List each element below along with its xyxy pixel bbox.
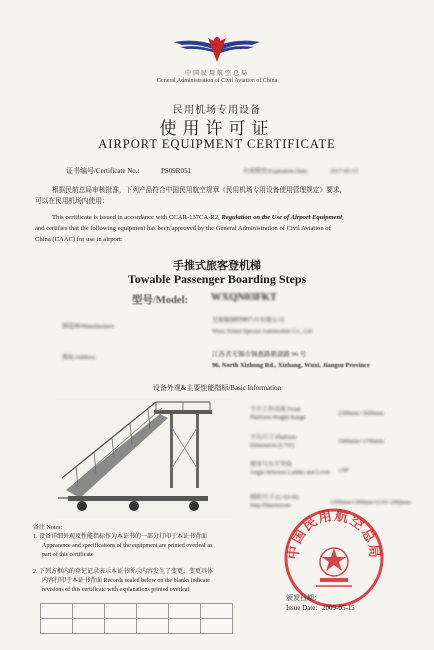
intro-en-line2: and certifies that the following equipment has been approved by the General Administration of Civil Aviation of xyxy=(35,225,331,232)
revision-box xyxy=(168,603,201,619)
org-name-en: General Administration of Civil Aviation of China xyxy=(156,78,278,84)
revision-box xyxy=(40,618,73,634)
title-en: AIRPORT EQUIPMENT CERTIFICATE xyxy=(98,137,336,151)
basic-info-heading: 设备外观&主要性能指标/Basic Information xyxy=(152,384,282,392)
spec-value: ≤38° xyxy=(338,468,350,474)
note-2-en: revisions of this certificate with explanations printed overleaf xyxy=(42,587,190,593)
cert-no-value: PS09R051 xyxy=(161,167,191,175)
spec-label-en: Step Dimensions xyxy=(250,503,291,509)
spec-value: 1900mm×1700mm xyxy=(338,439,385,445)
spec-value: 2300mm~3600mm xyxy=(338,411,384,417)
product-name-en: Towable Passenger Boarding Steps xyxy=(127,272,307,286)
note-1-cn: 1. 设备详细外观及性能指标作为本证书的一部分打印于本证书背面 xyxy=(33,534,208,540)
model-value: WXQN03FKT xyxy=(211,292,277,303)
spec-label-en: Platform Height Range xyxy=(250,415,306,421)
svg-text:中国民用航空总局: 中国民用航空总局 xyxy=(285,507,383,561)
spec-label-en: Dimension (L*W) xyxy=(250,443,295,449)
intro-en-line1: This certificate is issued in accordance with CCAR-137CA-R2, Regulation on the Use of Airport Equipment, xyxy=(52,214,344,221)
caac-emblem-icon xyxy=(172,32,262,66)
revision-box xyxy=(168,618,201,634)
note-2-cn-2: 内容打印于本证书背面 Records sealed below on the blanks indicate xyxy=(42,578,210,584)
spec-label-cn: 平台尺寸 Platform xyxy=(250,435,297,441)
issue-date-value: 2009-05-15 xyxy=(322,604,355,612)
note-1-en-2: part of this certificate xyxy=(42,552,94,558)
manufacturer-label: 制造商/Manufacturer xyxy=(62,324,115,330)
cert-no-label: 证书编号/Certificate No.: xyxy=(66,167,140,175)
address-label: 地址/Address xyxy=(62,355,96,361)
address-value-en: 96, North Xizhong Rd., Xizhang, Wuxi, Jiangsu Province xyxy=(212,362,370,369)
address-value-cn: 江苏省无锡市锡惠路鹅湖路 96 号 xyxy=(212,351,307,358)
revision-box xyxy=(40,603,73,619)
title-small-cn: 民用机场专用设备 xyxy=(173,105,261,116)
expiry-label: 有效期至/Expiration Date: xyxy=(243,169,309,175)
title-cn: 使用许可证 xyxy=(159,119,275,139)
intro-cn-line1: 根据民航总局审核批准，下列产品符合中国民用航空规章《民用机场专用设备使用管理规定》要求， xyxy=(52,187,347,194)
spec-label-cn: 梯身与水平夹角 xyxy=(250,462,293,468)
intro-cn-line2: 可以在民用机场内使用： xyxy=(35,198,109,205)
revision-box xyxy=(136,618,169,634)
revision-box xyxy=(72,603,105,619)
intro-en-line3: China (CAAC) for use in airport: xyxy=(35,236,123,243)
revision-box xyxy=(200,618,233,634)
notes-title: 备注 Notes: xyxy=(33,525,63,531)
product-name-cn: 手推式旅客登机梯 xyxy=(173,259,261,272)
issue-date-label-en: Issue Date: xyxy=(286,604,318,612)
model-label: 型号/Model: xyxy=(132,295,188,306)
spec-value: 1200mm×300mm×(116~200)mm xyxy=(330,500,411,506)
org-name-cn: 中国民用航空总局 xyxy=(184,71,249,77)
revision-box xyxy=(200,603,233,619)
note-2-cn: 2. 下列方框内的登记记录表示本证书所示内容发生了变更，变更具体 xyxy=(33,569,214,575)
expiry-value: 2017-05-15 xyxy=(330,169,358,175)
note-1-en: Appearance and specifications of the equipment are printed overleaf as xyxy=(42,543,213,549)
revision-box xyxy=(72,618,105,634)
revision-box xyxy=(136,603,169,619)
spec-label-cn: 梯阶尺寸 (L×D×H) xyxy=(250,495,299,501)
spec-label-en: Angle between Ladder and Level xyxy=(250,470,330,476)
manufacturer-value-en: Wuxi Xintai Special Automobile Co., Ltd. xyxy=(212,329,314,335)
spec-label-cn: 平台工作高度 Front xyxy=(250,407,301,413)
manufacturer-value-cn: 无锡锡钢特种汽车有限公司 xyxy=(212,318,285,324)
issue-date-label-cn: 颁发日期： xyxy=(286,594,321,602)
boarding-steps-image xyxy=(56,398,232,518)
revision-box xyxy=(104,603,137,619)
revision-box xyxy=(104,618,137,634)
